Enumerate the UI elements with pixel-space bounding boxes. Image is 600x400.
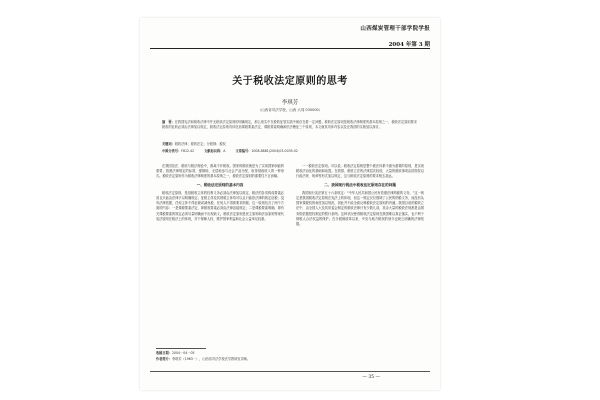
- abstract-text: 在我国宪法和税收法律中并无税收法定原则的明确规定，那么现实中在税收征管实践中就存在着一定问题。税收法定原则是税收法律制度的基本原则之一，税收法定原则要求税收的征收必须由法律加以规定，税收法定原则具体包括课税要素法定、课税要素明确和依法稽征三个原则，本文就其具体内容以及在我国的实施加以探讨。: [162, 120, 417, 129]
- section-heading-2: 二、我国现行税法中税收法定原则存在的问题: [324, 182, 396, 187]
- abstract-label: 摘 要：: [162, 120, 175, 124]
- body-column-left: [156, 164, 284, 223]
- clc-field: 中图分类号：F812.42: [162, 149, 195, 153]
- section-1-text: 税收法定原则，是指税收主体的权利义务必须由法律加以规定，税法的各类构成要素必须且只能由法律予以明确规定；征税主体及其纳税主体均可以且只能依法律的规定征税；没有法律依据，任何主体不得征税或减免税，任何人不得被要求纳税。这一原则包含了两个方面的内容：一是课税要素法定，即税收要素必须由法律直接规定；二是课税要素明确，即有关课税要素的规定必须尽量明确而不出现歧义。税收法定原则是民主原则和法治原则等现代宪法原则在税法上的体现，对于保障人权、维护国家利益和社会公益举足轻重。: [156, 190, 284, 221]
- section-heading-1: 一、税收法定原则的基本内容: [196, 182, 244, 187]
- article-title: 关于税收法定原则的思考: [232, 76, 348, 87]
- document-page: [140, 18, 440, 390]
- footer-rule: [150, 371, 430, 372]
- journal-name: 山西煤炭管理干部学院学报: [360, 26, 430, 32]
- right-intro-paragraph: 一一税收法定原则。可以说，税收法定原则是整个税法体系中最为重要的原则，是实现税收法治化的基础和前提。在我国，税收立法的法律层次较低，大量的税收事项由国务院以行政法规、规章等形式加以规定，这与税收法定原则的要求相去甚远。: [296, 164, 424, 179]
- header-rule: [150, 48, 430, 49]
- received-date: 收稿日期：2004－04－05: [156, 351, 195, 355]
- intro-paragraph: 在我国宪法、税收与税法理论中，都离不开税收。国家的税收就是为了实现国家职能的需要，按照法律规定的标准，强制地、无偿地参与社会产品分配，取得财政收入的一种形式。税收法定原则作为税收法律制度的基本原则之一，税收法定原则的重要性不言而喻。: [156, 164, 284, 179]
- page-number: — 35 —: [362, 375, 380, 380]
- keywords-text: 税收法律；税收法定；分税制；税权: [174, 142, 226, 146]
- doc-code-field: 文献标识码：A: [204, 149, 226, 153]
- article-meta: [162, 149, 418, 154]
- author-bio: 作者简介：李琪芳（1963－），山西省司法学校法学教研室讲师。: [156, 357, 251, 361]
- article-id-field: 文章编号：1008-8881(2004)03-0035-02: [235, 149, 298, 153]
- keywords: [162, 142, 418, 147]
- keywords-label: 关键词：: [162, 142, 175, 146]
- article-author: 李琪芳: [281, 100, 299, 106]
- issue-number: 2004 年第 3 期: [388, 42, 430, 48]
- author-affiliation: （山西省司法学校，山西 大同 030000）: [257, 108, 323, 112]
- body-column-right: [296, 164, 424, 228]
- abstract: [162, 120, 418, 130]
- section-2-text: 我国现行宪法第五十六条规定：“中华人民共和国公民有依照法律纳税的义务。”这一规定是我国税收法定原则在宪法上的体现，但这一规定仅仅强调了公民的纳税义务，而没有从国家课税权的角度加以规范，因此并不能全面反映税收法定原则的内涵。我国目前的税收立法中，由全国人大及其常委会制定的税收法律只有少数几部，其余大量的税收法规都是由国务院依据授权制定的暂行条例。这种状况使得税收法定原则在我国难以真正落实，也不利于纳税人合法权益的保护。在分税制改革以来，中央与地方税权的划分也缺乏明确的法律依据。: [296, 190, 424, 227]
- footnote-rule: [156, 348, 206, 349]
